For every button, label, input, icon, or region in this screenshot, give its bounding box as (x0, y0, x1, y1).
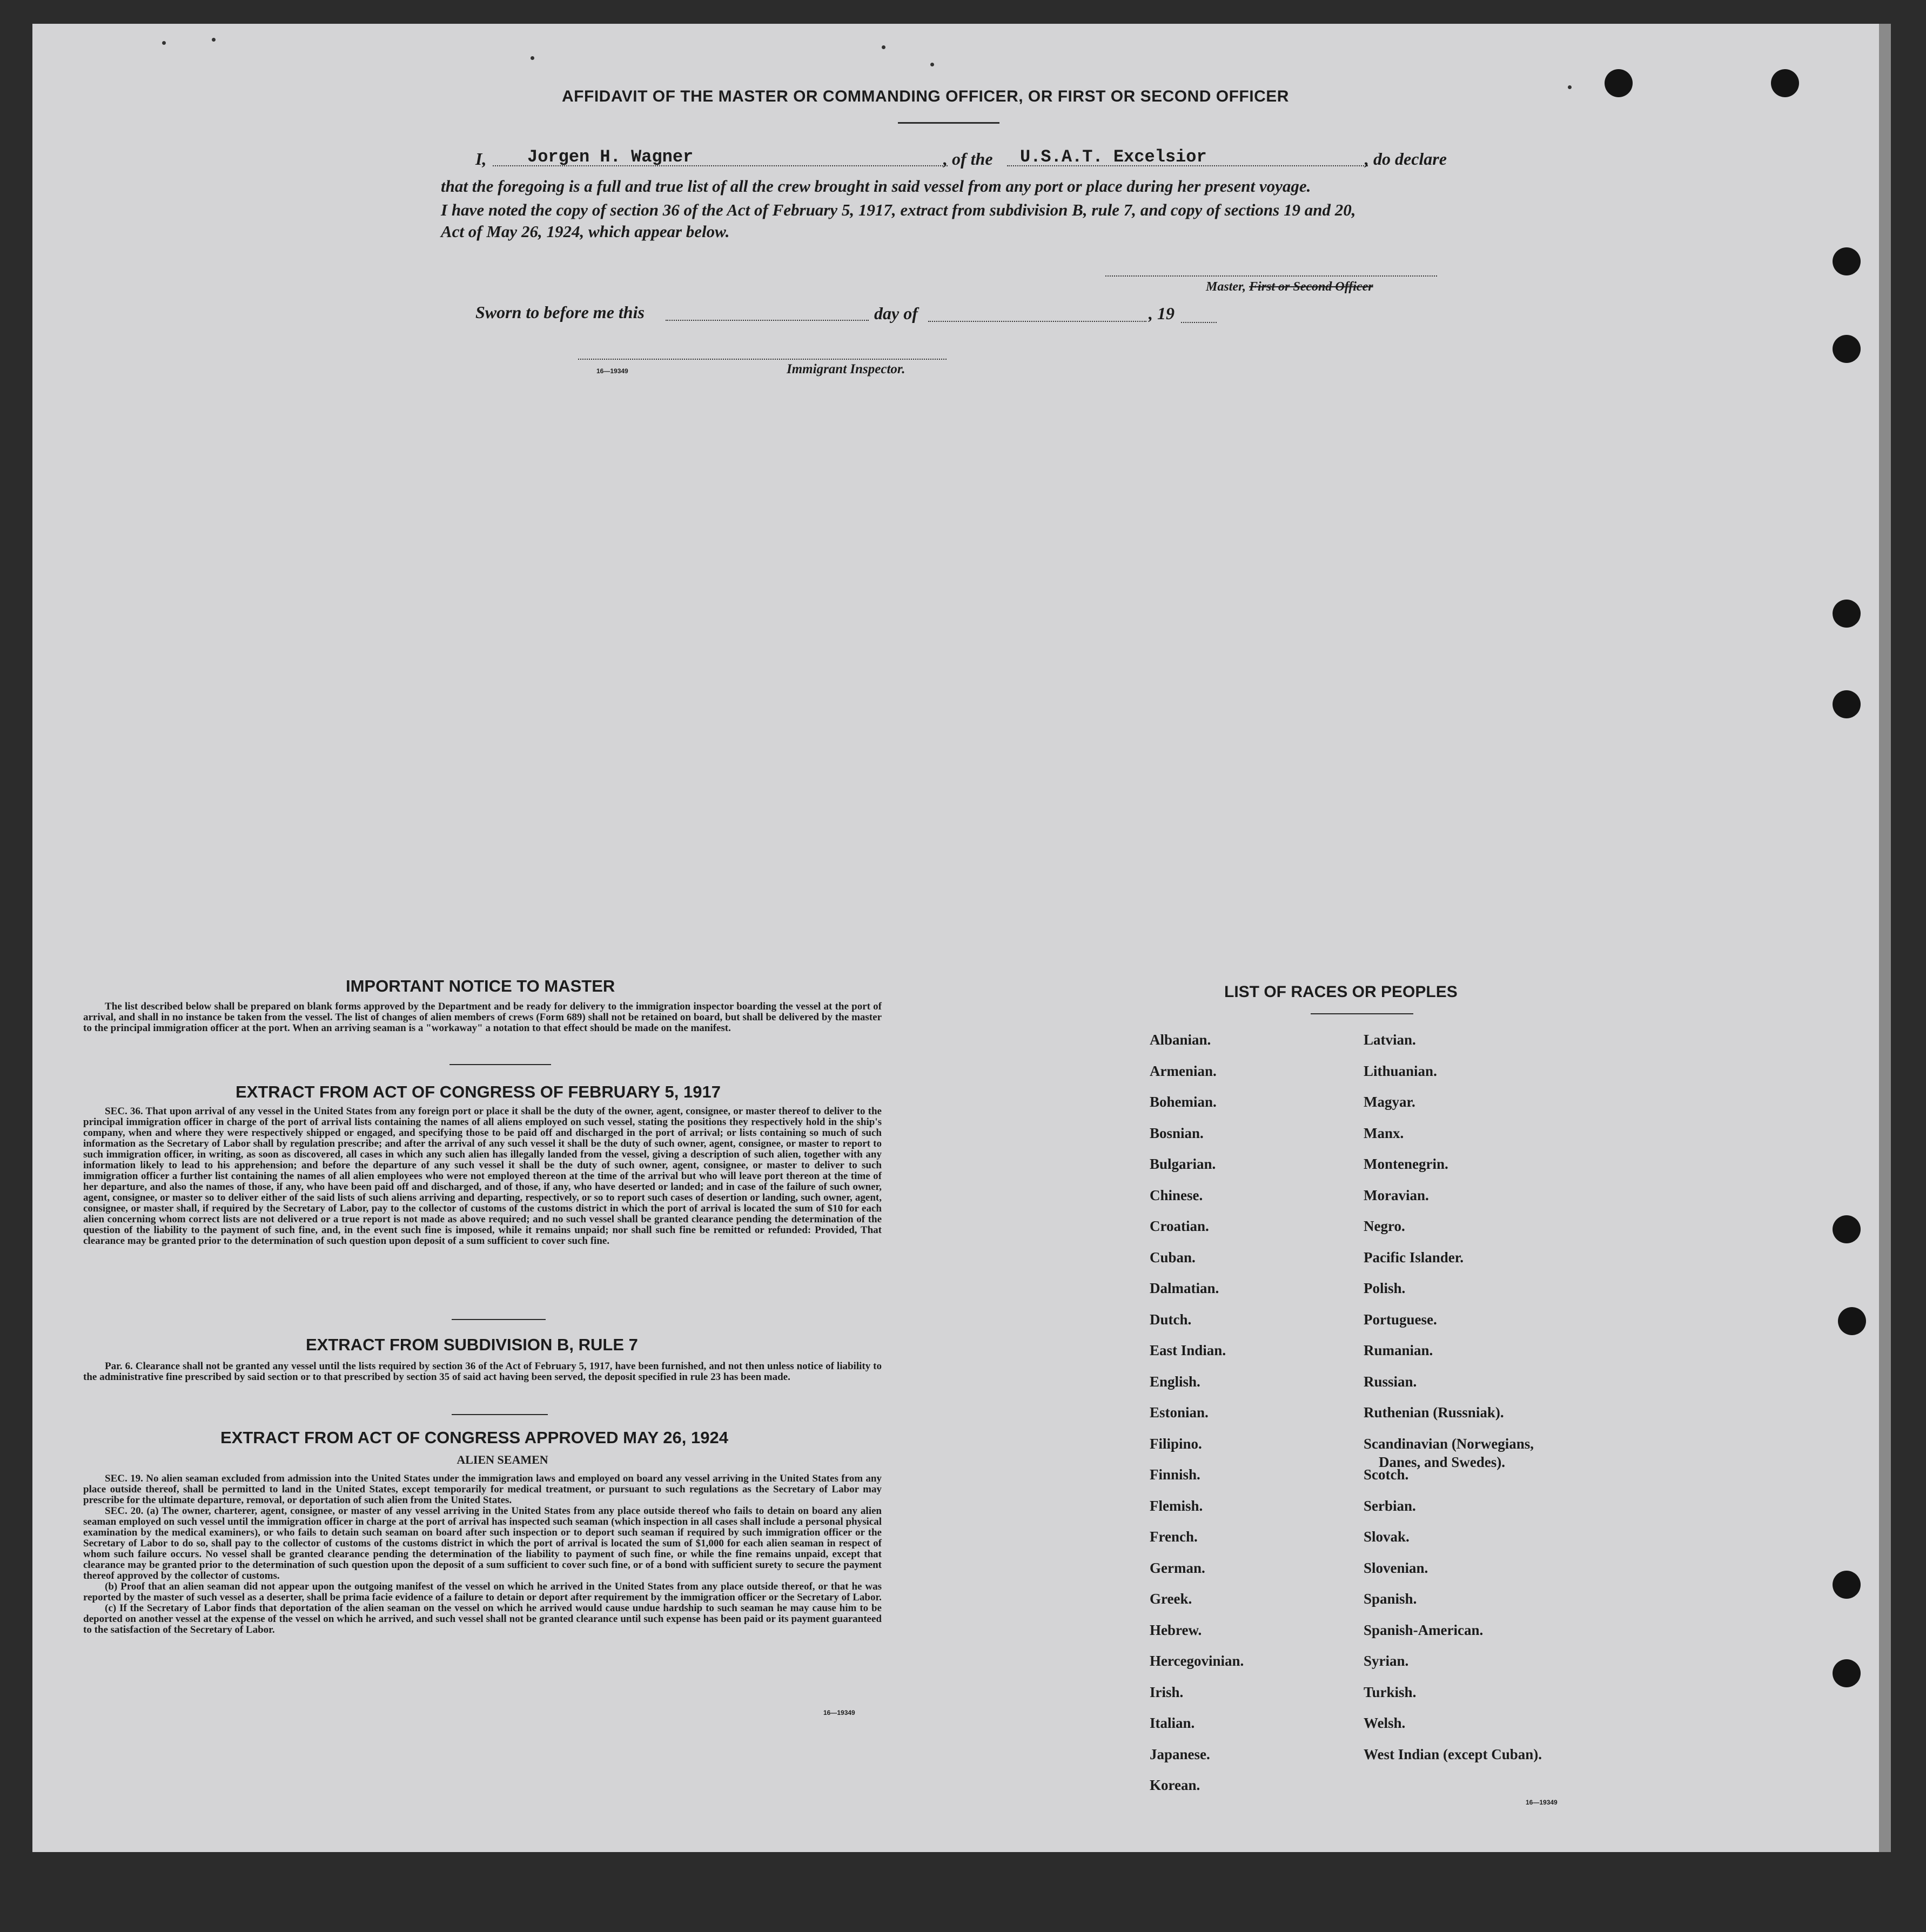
race-item: Albanian. (1150, 1032, 1211, 1048)
punch-hole (1838, 1307, 1866, 1335)
speck (1568, 85, 1572, 89)
race-item: Lithuanian. (1364, 1062, 1437, 1079)
form-number: 16—19349 (596, 367, 628, 375)
race-item: Turkish. (1364, 1684, 1417, 1700)
year-label: , 19 (1149, 304, 1175, 323)
race-item: Ruthenian (Russniak). (1364, 1404, 1504, 1421)
signature-caption-struck: First or Second Officer (1249, 280, 1373, 294)
race-item: East Indian. (1150, 1342, 1226, 1358)
race-item: Danes, and Swedes). (1379, 1453, 1506, 1470)
sworn-day-line (666, 320, 869, 321)
race-item: Bohemian. (1150, 1094, 1217, 1110)
race-item: Slovenian. (1364, 1559, 1428, 1576)
race-item: Dutch. (1150, 1311, 1192, 1328)
punch-hole (1605, 69, 1633, 97)
punch-hole (1833, 1215, 1861, 1243)
race-item: German. (1150, 1559, 1205, 1576)
declaration-line-2: that the foregoing is a full and true list of all the crew brought in said vessel from any port or place during her present voyage. (441, 177, 1311, 196)
race-item: Welsh. (1364, 1715, 1406, 1731)
races-rule (1311, 1013, 1413, 1014)
form-number: 16—19349 (823, 1709, 855, 1716)
section-20c-text: (c) If the Secretary of Labor finds that deportation of the alien seaman on the vessel on which he arrived would cause undue hardship to such seaman he may cause him to be deported on another vessel at the expense of the vessel on which he arrived, and such vessel shall not be granted clearance until such expense has been paid or its payment guaranteed to the satisfaction of the Secretary of Labor. (83, 1603, 882, 1635)
sworn-label: Sworn to before me this (475, 302, 645, 322)
race-item: English. (1150, 1373, 1200, 1390)
i-label: I, (475, 149, 487, 169)
page-edge (1879, 24, 1891, 1852)
signature-caption (1206, 280, 1373, 294)
race-item: Syrian. (1364, 1653, 1409, 1669)
race-item: Hebrew. (1150, 1621, 1202, 1638)
race-item: Spanish-American. (1364, 1621, 1484, 1638)
race-item: Polish. (1364, 1280, 1406, 1296)
race-item: Montenegrin. (1364, 1156, 1448, 1172)
race-item: West Indian (except Cuban). (1364, 1746, 1542, 1762)
race-item: French. (1150, 1529, 1198, 1545)
divider (452, 1319, 546, 1320)
races-heading: LIST OF RACES OR PEOPLES (1224, 983, 1458, 1001)
race-item: Negro. (1364, 1218, 1405, 1234)
race-item: Korean. (1150, 1777, 1200, 1793)
race-item: Irish. (1150, 1684, 1184, 1700)
signature-line (1105, 275, 1437, 277)
punch-hole (1833, 247, 1861, 275)
extract-rule7-heading: EXTRACT FROM SUBDIVISION B, RULE 7 (306, 1335, 638, 1354)
day-of-label: day of (874, 304, 918, 323)
race-item: Magyar. (1364, 1094, 1415, 1110)
race-item: Cuban. (1150, 1249, 1196, 1265)
declaration-line-4: Act of May 26, 1924, which appear below. (441, 222, 730, 241)
form-number: 16—19349 (1526, 1799, 1558, 1806)
race-item: Scotch. (1364, 1466, 1409, 1483)
section-36-text: SEC. 36. That upon arrival of any vessel in the United States from any foreign port or place it shall be the duty of the owner, agent, consignee, or master thereof to deliver to the principal immigration officer in charge of the port of arrival lists containing the names of all aliens employed on such vessel, stating the positions they respectively hold in the ship's company, when and where they were respectively shipped or engaged, and specifying those to be paid off and discharged in the port of arrival; or lists containing so much of such information as the Secretary of Labor shall by regulation prescribe; and after the arrival of any such vessel it shall be the duty of such owner, agent, consignee, or master to report to such immigration officer, in writing, as soon as discovered, all cases in which any such alien has illegally landed from the vessel, giving a description of such alien, together with any information likely to lead to his apprehension; and before the departure of any such vessel it shall be the duty of such owner, agent, consignee, or master to deliver to such immigration officer a further list containing the names of all alien employees who were not employed thereon at the time of the arrival but who will leave port thereon at the time of her departure, and also the names of those, if any, who have been paid off and discharged, and of those, if any, who have deserted or landed; and in case of the failure of such owner, agent, consignee, or master so to deliver either of the said lists of such aliens arriving and departing, respectively, or so to report such cases of desertion or landing, such owner, agent, consignee, or master shall, if required by the Secretary of Labor, pay to the collector of customs of the customs district in which the port of arrival is located the sum of $10 for each alien concerning whom correct lists are not delivered or a true report is not made as above required; and no such vessel shall be granted clearance pending the determination of the question of the liability to the payment of such fine, and, in the event such fine is imposed, while it remains unpaid; nor shall such fine be remitted or refunded: Provided, That clearance may be granted prior to the determination of such question upon deposit of a sum sufficient to cover such fine. (83, 1106, 882, 1247)
race-item: Japanese. (1150, 1746, 1210, 1762)
speck (162, 41, 166, 45)
race-item: Estonian. (1150, 1404, 1209, 1421)
section-20b-text: (b) Proof that an alien seaman did not appear upon the outgoing manifest of the vessel on which he arrived in the United States from any place outside thereof, or that he was reported by the master of such vessel as a deserter, shall be prima facie evidence of a failure to detain or deport after requirement by the immigration officer or the Secretary of Labor. (83, 1581, 882, 1603)
race-item: Croatian. (1150, 1218, 1209, 1234)
race-item: Moravian. (1364, 1187, 1429, 1203)
sworn-year-line (1181, 322, 1217, 323)
race-item: Armenian. (1150, 1062, 1217, 1079)
race-item: Flemish. (1150, 1497, 1203, 1514)
extract-1924-heading: EXTRACT FROM ACT OF CONGRESS APPROVED MAY 26, 1924 (220, 1428, 728, 1447)
signature-caption-master: Master, (1206, 280, 1246, 294)
race-item: Bulgarian. (1150, 1156, 1216, 1172)
race-item: Filipino. (1150, 1435, 1202, 1452)
sworn-month-line (928, 321, 1146, 322)
speck (930, 63, 934, 66)
race-item: Pacific Islander. (1364, 1249, 1464, 1265)
declaration-line-3: I have noted the copy of section 36 of the Act of February 5, 1917, extract from subdivision B, rule 7, and copy of sections 19 and 20, (441, 200, 1356, 219)
race-item: Dalmatian. (1150, 1280, 1219, 1296)
speck (882, 45, 885, 49)
race-item: Latvian. (1364, 1032, 1416, 1048)
race-item: Slovak. (1364, 1529, 1410, 1545)
alien-seamen-subheading: ALIEN SEAMEN (457, 1453, 548, 1466)
of-the-label: , of the (943, 149, 993, 169)
extract-1917-heading: EXTRACT FROM ACT OF CONGRESS OF FEBRUARY 5, 1917 (236, 1082, 721, 1101)
race-item: Finnish. (1150, 1466, 1200, 1483)
race-item: Russian. (1364, 1373, 1417, 1390)
inspector-caption: Immigrant Inspector. (787, 362, 905, 376)
punch-hole (1833, 1659, 1861, 1687)
race-item: Italian. (1150, 1715, 1195, 1731)
section-20a-text: SEC. 20. (a) The owner, charterer, agent, consignee, or master of any vessel arriving in the United States from any place outside thereof who fails to detain on board any alien seaman employed on such vessel until the immigration officer in charge at the port of arrival has inspected such seaman (which inspection in all cases shall include a personal physical examination by the medical examiners), or who fails to detain such seaman on board after such inspection or to deport such seaman if required by such immigration officer or the Secretary of Labor to do so, shall pay to the collector of customs of the customs district in which the port of arrival is located the sum of $1,000 for each alien seaman in respect of whom such failure occurs. No vessel shall be granted clearance pending the determination of the liability to payment of such fine, or while the fine remains unpaid, except that clearance may be granted prior to the determination of such question upon the deposit of a sum sufficient to cover such fine, or of a bond with sufficient surety to secure the payment thereof approved by the collector of customs. (83, 1505, 882, 1581)
race-item: Bosnian. (1150, 1125, 1204, 1141)
extract-rule7-body (83, 1361, 882, 1383)
speck (531, 56, 534, 60)
race-item: Rumanian. (1364, 1342, 1433, 1358)
speck (212, 38, 216, 42)
section-19-text: SEC. 19. No alien seaman excluded from admission into the United States under the immigration laws and employed on board any vessel arriving in the United States from any place outside thereof, shall be permitted to land in the United States, except temporarily for medical treatment, or pursuant to such regulations as the Secretary of Labor may prescribe for the ultimate departure, removal, or deportation of such alien from the United States. (83, 1473, 882, 1506)
officer-name: Jorgen H. Wagner (527, 147, 694, 167)
important-notice-body (83, 1001, 882, 1034)
punch-hole (1833, 335, 1861, 363)
extract-1924-body (83, 1473, 882, 1635)
race-item: Scandinavian (Norwegians, (1364, 1435, 1534, 1452)
affidavit-title: AFFIDAVIT OF THE MASTER OR COMMANDING OFFICER, OR FIRST OR SECOND OFFICER (562, 87, 1289, 105)
inspector-signature-line (578, 359, 947, 360)
race-item: Serbian. (1364, 1497, 1416, 1514)
divider (452, 1414, 548, 1415)
race-item: Hercegovinian. (1150, 1653, 1244, 1669)
race-item: Manx. (1364, 1125, 1404, 1141)
race-item: Portuguese. (1364, 1311, 1437, 1328)
extract-1917-body (83, 1106, 882, 1247)
race-item: Spanish. (1364, 1591, 1417, 1607)
punch-hole (1833, 690, 1861, 718)
rule-7-text: Par. 6. Clearance shall not be granted any vessel until the lists required by section 36 of the Act of February 5, 1917, have been furnished, and not then unless notice of liability to the administrative fine prescribed by said section or to that prescribed by section 35 of said act having been served, the deposit specified in rule 23 has been made. (83, 1361, 882, 1383)
race-item: Chinese. (1150, 1187, 1203, 1203)
vessel-name: U.S.A.T. Excelsior (1020, 147, 1207, 167)
divider (449, 1064, 551, 1065)
title-rule (898, 122, 999, 124)
punch-hole (1833, 600, 1861, 628)
race-item: Greek. (1150, 1591, 1192, 1607)
important-notice-heading: IMPORTANT NOTICE TO MASTER (346, 977, 615, 995)
punch-hole (1771, 69, 1799, 97)
punch-hole (1833, 1571, 1861, 1599)
do-declare-label: , do declare (1365, 149, 1447, 169)
important-notice-text: The list described below shall be prepared on blank forms approved by the Department and be ready for delivery to the immigration inspector boarding the vessel at the port of arrival, and shall in no instance be taken from the vessel. The list of changes of alien members of crews (Form 689) shall not be retained on board, but shall be delivered by the master to the principal immigration officer at the port. When an arriving seaman is a "workaway" a notation to that effect should be made on the manifest. (83, 1001, 882, 1034)
